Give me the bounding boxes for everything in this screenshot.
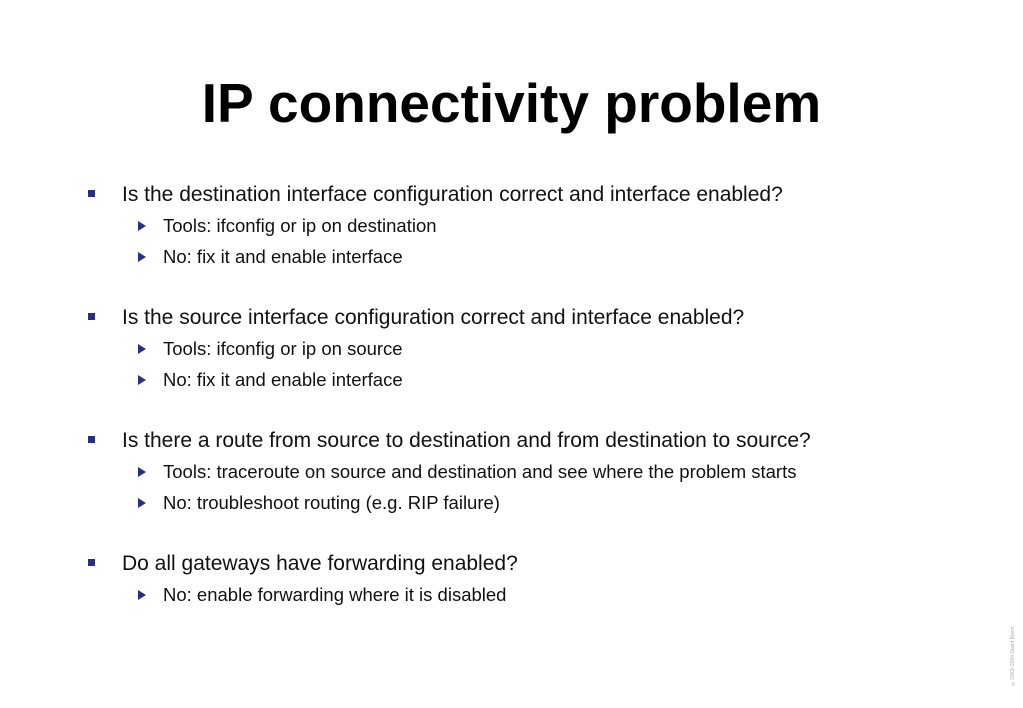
slide-title: IP connectivity problem bbox=[201, 72, 822, 134]
sub-bullet-list bbox=[84, 334, 984, 395]
sub-bullet-list bbox=[84, 580, 984, 611]
sub-bullet-text: No: troubleshoot routing (e.g. RIP failure) bbox=[163, 491, 500, 513]
sub-bullet-item bbox=[84, 211, 984, 242]
triangle-bullet-icon bbox=[138, 252, 146, 262]
sub-bullet-item bbox=[84, 488, 984, 519]
bullet-item bbox=[84, 548, 984, 580]
bullet-group bbox=[84, 179, 984, 272]
copyright-notice: ©2003–2004 David Byers bbox=[1010, 626, 1016, 686]
sub-bullet-text: Tools: ifconfig or ip on source bbox=[163, 338, 403, 359]
bullet-text: Is there a route from source to destination and from destination to source? bbox=[122, 429, 811, 452]
sub-bullet-list bbox=[84, 211, 984, 272]
bullet-list bbox=[84, 179, 984, 641]
bullet-item bbox=[84, 179, 984, 211]
triangle-bullet-icon bbox=[138, 221, 146, 231]
bullet-text: Is the destination interface configuration correct and interface enabled? bbox=[122, 183, 783, 206]
sub-bullet-item bbox=[84, 242, 984, 273]
bullet-item bbox=[84, 302, 984, 334]
sub-bullet-item bbox=[84, 334, 984, 365]
square-bullet-icon bbox=[88, 559, 95, 566]
square-bullet-icon bbox=[88, 436, 95, 443]
bullet-text: Do all gateways have forwarding enabled? bbox=[122, 552, 518, 575]
square-bullet-icon bbox=[88, 190, 95, 197]
sub-bullet-item bbox=[84, 580, 984, 611]
triangle-bullet-icon bbox=[138, 467, 146, 477]
bullet-group bbox=[84, 548, 984, 611]
sub-bullet-text: Tools: ifconfig or ip on destination bbox=[163, 215, 437, 236]
triangle-bullet-icon bbox=[138, 498, 146, 508]
bullet-group bbox=[84, 302, 984, 395]
sub-bullet-list bbox=[84, 457, 984, 518]
sub-bullet-text: Tools: traceroute on source and destination and see where the problem starts bbox=[163, 461, 797, 482]
bullet-group bbox=[84, 425, 984, 518]
sub-bullet-text: No: fix it and enable interface bbox=[163, 368, 403, 390]
triangle-bullet-icon bbox=[138, 590, 146, 600]
triangle-bullet-icon bbox=[138, 375, 146, 385]
bullet-text: Is the source interface configuration correct and interface enabled? bbox=[122, 306, 745, 329]
triangle-bullet-icon bbox=[138, 344, 146, 354]
sub-bullet-text: No: enable forwarding where it is disabled bbox=[163, 584, 507, 605]
sub-bullet-item bbox=[84, 365, 984, 396]
square-bullet-icon bbox=[88, 313, 95, 320]
sub-bullet-text: No: fix it and enable interface bbox=[163, 245, 403, 267]
sub-bullet-item bbox=[84, 457, 984, 488]
bullet-item bbox=[84, 425, 984, 457]
